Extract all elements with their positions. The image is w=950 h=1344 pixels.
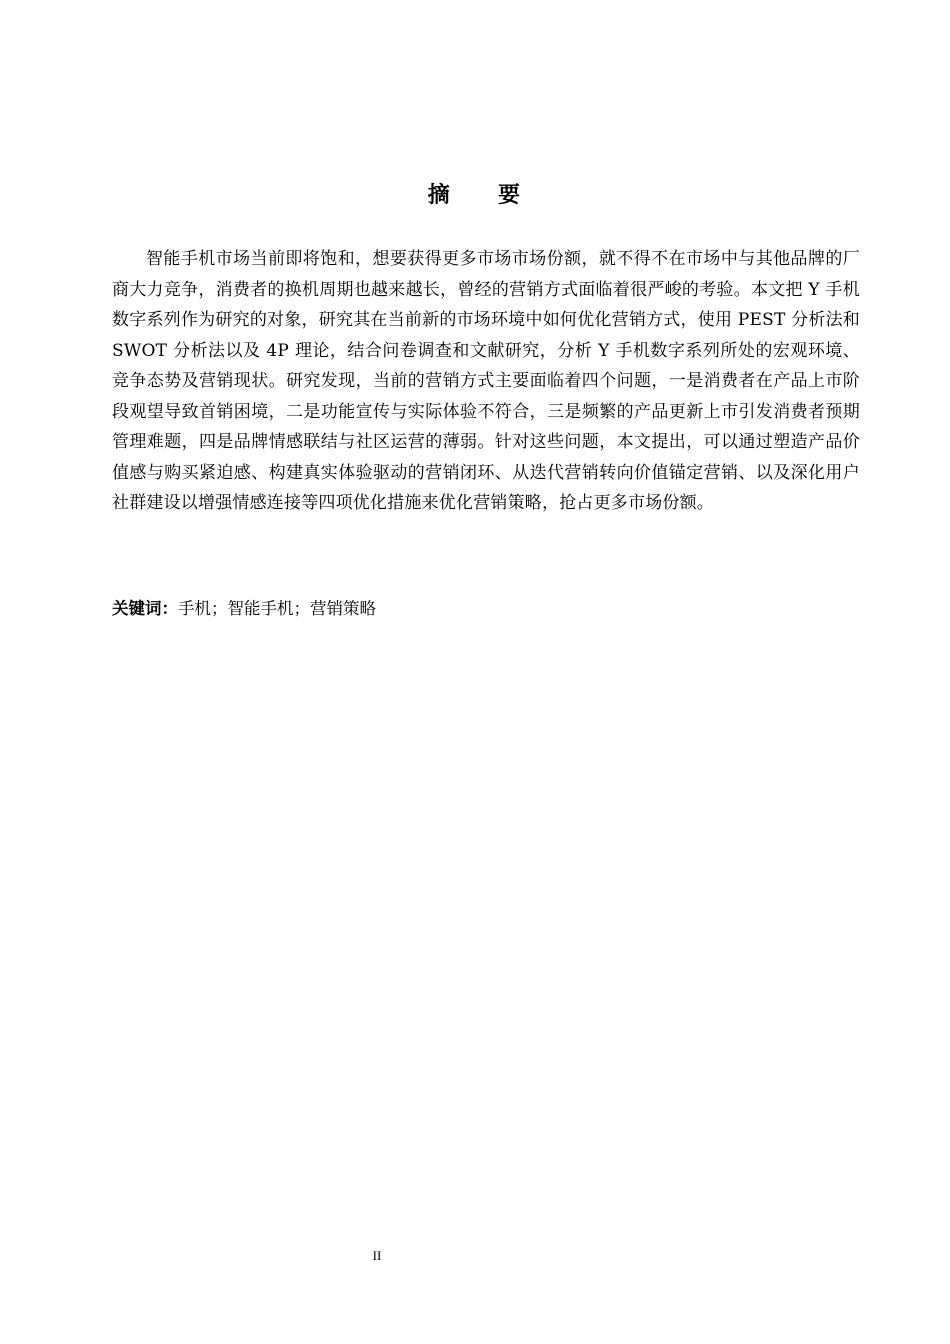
keywords-value: 手机；智能手机；营销策略: [178, 599, 376, 618]
abstract-title-char-1: 摘: [427, 183, 452, 208]
abstract-body: 智能手机市场当前即将饱和，想要获得更多市场市场份额，就不得不在市场中与其他品牌的厂商大力竞争，消费者的换机周期也越来越长，曾经的营销方式面临着很严峻的考验。本文把 Y 手机数字系列作为研究的对象，研究其在当前新的市场环境中如何优化营销方式，使用 PEST 分析法和 SWOT 分析法以及 4P 理论，结合问卷调查和文献研究，分析 Y 手机数字系列所处的宏观环境、竞争态势及营销现状。研究发现，当前的营销方式主要面临着四个问题，一是消费者在产品上市阶段观望导致首销困境，二是功能宣传与实际体验不符合，三是频繁的产品更新上市引发消费者预期管理难题，四是品牌情感联结与社区运营的薄弱。针对这些问题，本文提出，可以通过塑造产品价值感与购买紧迫感、构建真实体验驱动的营销闭环、从迭代营销转向价值锚定营销、以及深化用户社群建设以增强情感连接等四项优化措施来优化营销策略，抢占更多市场份额。: [112, 249, 860, 513]
keywords-line: [112, 596, 860, 622]
keywords-label: 关键词：: [112, 599, 178, 618]
abstract-title: [0, 178, 950, 209]
abstract-title-char-2: 要: [498, 183, 523, 208]
page-number: II: [372, 1248, 382, 1263]
